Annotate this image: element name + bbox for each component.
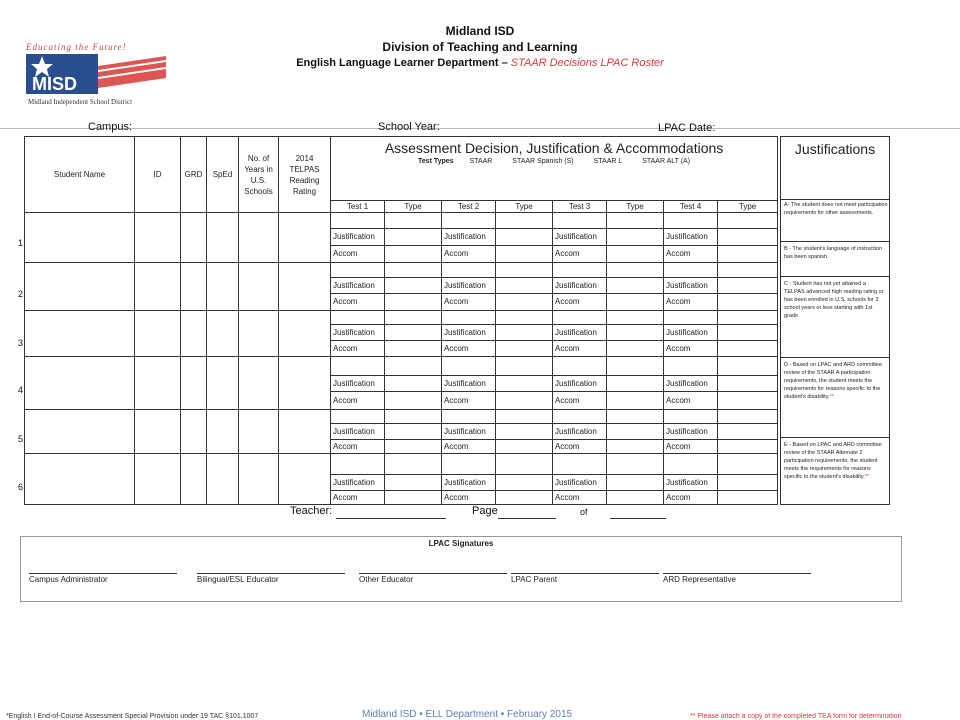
row-number: 2 bbox=[18, 289, 24, 299]
justification-cell[interactable]: Justification bbox=[664, 474, 718, 491]
justification-divider bbox=[781, 276, 889, 277]
footer-right-note: ** Please attach a copy of the completed TEA form for determination bbox=[690, 713, 902, 720]
type-cell[interactable] bbox=[718, 357, 778, 376]
id-cell[interactable] bbox=[135, 263, 181, 311]
signatures-box bbox=[20, 536, 902, 602]
logo-caption: Midland Independent School District bbox=[28, 98, 133, 106]
subheader-type: Type bbox=[496, 201, 553, 213]
type-cell[interactable] bbox=[496, 409, 553, 423]
student-name-cell[interactable] bbox=[25, 263, 135, 311]
signature-role: ARD Representative bbox=[663, 575, 736, 584]
school-year-label: School Year: bbox=[378, 121, 440, 133]
type-cell[interactable] bbox=[496, 294, 553, 311]
years-cell[interactable] bbox=[239, 310, 279, 357]
justifications-divider bbox=[781, 199, 889, 200]
sped-cell[interactable] bbox=[207, 409, 239, 453]
grd-cell[interactable] bbox=[181, 213, 207, 263]
type-cell[interactable] bbox=[718, 424, 778, 440]
row-number: 1 bbox=[18, 238, 24, 248]
col-telpas: 2014 TELPAS Reading Rating bbox=[279, 137, 331, 213]
type-cell[interactable] bbox=[385, 474, 442, 491]
years-cell[interactable] bbox=[239, 454, 279, 505]
test-cell[interactable] bbox=[442, 310, 496, 324]
accom-cell[interactable]: Accom bbox=[442, 245, 496, 263]
accom-cell[interactable]: Accom bbox=[553, 245, 607, 263]
type-cell[interactable] bbox=[718, 228, 778, 245]
accom-cell[interactable]: Accom bbox=[331, 439, 385, 453]
subheader-test: Test 1 bbox=[331, 201, 385, 213]
type-cell[interactable] bbox=[385, 491, 442, 505]
accom-cell[interactable]: Accom bbox=[664, 340, 718, 357]
sped-cell[interactable] bbox=[207, 454, 239, 505]
type-cell[interactable] bbox=[385, 392, 442, 410]
justification-item bbox=[784, 441, 888, 481]
id-cell[interactable] bbox=[135, 213, 181, 263]
type-cell[interactable] bbox=[496, 245, 553, 263]
test-cell[interactable] bbox=[442, 454, 496, 475]
type-cell[interactable] bbox=[607, 439, 664, 453]
sped-cell[interactable] bbox=[207, 357, 239, 410]
type-cell[interactable] bbox=[385, 263, 442, 277]
type-cell[interactable] bbox=[496, 310, 553, 324]
type-cell[interactable] bbox=[607, 375, 664, 392]
district-logo bbox=[26, 42, 166, 110]
type-cell[interactable] bbox=[718, 277, 778, 294]
signature-role: LPAC Parent bbox=[511, 575, 558, 584]
type-cell[interactable] bbox=[496, 263, 553, 277]
accom-cell[interactable]: Accom bbox=[331, 392, 385, 410]
type-cell[interactable] bbox=[607, 409, 664, 423]
justification-cell[interactable]: Justification bbox=[331, 325, 385, 341]
type-cell[interactable] bbox=[718, 310, 778, 324]
test-type-staar-l: STAAR L bbox=[593, 158, 623, 165]
type-cell[interactable] bbox=[718, 439, 778, 453]
row-number: 3 bbox=[18, 338, 24, 348]
accom-cell[interactable]: Accom bbox=[664, 491, 718, 505]
telpas-cell[interactable] bbox=[279, 357, 331, 410]
type-cell[interactable] bbox=[385, 228, 442, 245]
telpas-cell[interactable] bbox=[279, 409, 331, 453]
type-cell[interactable] bbox=[607, 357, 664, 376]
test-cell[interactable] bbox=[442, 357, 496, 376]
accom-cell[interactable]: Accom bbox=[553, 392, 607, 410]
accom-cell[interactable]: Accom bbox=[664, 294, 718, 311]
test-cell[interactable] bbox=[553, 454, 607, 475]
id-cell[interactable] bbox=[135, 409, 181, 453]
justification-cell[interactable]: Justification bbox=[442, 424, 496, 440]
justification-cell[interactable]: Justification bbox=[664, 277, 718, 294]
type-cell[interactable] bbox=[607, 245, 664, 263]
justification-cell[interactable]: Justification bbox=[553, 474, 607, 491]
test-cell[interactable] bbox=[442, 213, 496, 229]
justification-text: B - The student's language of instruction has been spanish. bbox=[784, 246, 883, 260]
id-cell[interactable] bbox=[135, 357, 181, 410]
type-cell[interactable] bbox=[496, 439, 553, 453]
type-cell[interactable] bbox=[496, 392, 553, 410]
type-cell[interactable] bbox=[496, 357, 553, 376]
table-row bbox=[25, 357, 778, 376]
type-cell[interactable] bbox=[718, 392, 778, 410]
type-cell[interactable] bbox=[718, 325, 778, 341]
justification-cell[interactable]: Justification bbox=[442, 474, 496, 491]
justification-cell[interactable]: Justification bbox=[442, 325, 496, 341]
justifications-panel bbox=[780, 136, 890, 505]
type-cell[interactable] bbox=[607, 294, 664, 311]
signatures-title: LPAC Signatures bbox=[428, 539, 494, 548]
test-type-staar-spanish: STAAR Spanish (S) bbox=[512, 158, 574, 165]
signature-role: Other Educator bbox=[359, 575, 414, 584]
accom-cell[interactable]: Accom bbox=[442, 294, 496, 311]
type-cell[interactable] bbox=[385, 340, 442, 357]
accom-cell[interactable]: Accom bbox=[331, 491, 385, 505]
type-cell[interactable] bbox=[385, 439, 442, 453]
justification-cell[interactable]: Justification bbox=[664, 375, 718, 392]
accom-cell[interactable]: Accom bbox=[664, 439, 718, 453]
of-line bbox=[610, 518, 666, 519]
type-cell[interactable] bbox=[607, 228, 664, 245]
lpac-date-label: LPAC Date: bbox=[658, 122, 716, 134]
years-cell[interactable] bbox=[239, 357, 279, 410]
type-cell[interactable] bbox=[496, 375, 553, 392]
justification-cell[interactable]: Justification bbox=[331, 375, 385, 392]
test-cell[interactable] bbox=[442, 263, 496, 277]
justification-cell[interactable]: Justification bbox=[664, 424, 718, 440]
test-cell[interactable] bbox=[664, 263, 718, 277]
subheader-type: Type bbox=[718, 201, 778, 213]
type-cell[interactable] bbox=[496, 340, 553, 357]
student-name-cell[interactable] bbox=[25, 310, 135, 357]
accom-cell[interactable]: Accom bbox=[442, 491, 496, 505]
row-number: 4 bbox=[18, 385, 24, 395]
assessment-header bbox=[331, 137, 778, 201]
type-cell[interactable] bbox=[718, 213, 778, 229]
student-name-cell[interactable] bbox=[25, 454, 135, 505]
justification-item bbox=[784, 280, 888, 320]
type-cell[interactable] bbox=[496, 474, 553, 491]
type-cell[interactable] bbox=[607, 424, 664, 440]
teacher-line bbox=[336, 518, 446, 519]
type-cell[interactable] bbox=[607, 340, 664, 357]
campus-label: Campus: bbox=[88, 121, 133, 133]
type-cell[interactable] bbox=[718, 474, 778, 491]
justification-cell[interactable]: Justification bbox=[331, 277, 385, 294]
of-label: of bbox=[580, 507, 588, 517]
table-row bbox=[25, 213, 778, 229]
test-cell[interactable] bbox=[331, 213, 385, 229]
type-cell[interactable] bbox=[385, 213, 442, 229]
type-cell[interactable] bbox=[607, 310, 664, 324]
telpas-cell[interactable] bbox=[279, 454, 331, 505]
justification-cell[interactable]: Justification bbox=[442, 375, 496, 392]
signature-role: Bilingual/ESL Educator bbox=[197, 575, 279, 584]
type-cell[interactable] bbox=[385, 325, 442, 341]
type-cell[interactable] bbox=[385, 277, 442, 294]
justification-text: A- The student does not meet participation requirements for other assessments. bbox=[784, 202, 888, 216]
justification-cell[interactable]: Justification bbox=[331, 228, 385, 245]
type-cell[interactable] bbox=[385, 357, 442, 376]
justifications-title: Justifications bbox=[794, 141, 876, 157]
test-cell[interactable] bbox=[331, 310, 385, 324]
test-cell[interactable] bbox=[664, 213, 718, 229]
col-grd: GRD bbox=[181, 137, 207, 213]
type-cell[interactable] bbox=[607, 263, 664, 277]
type-cell[interactable] bbox=[718, 454, 778, 475]
grd-cell[interactable] bbox=[181, 263, 207, 311]
type-cell[interactable] bbox=[496, 277, 553, 294]
telpas-cell[interactable] bbox=[279, 263, 331, 311]
test-cell[interactable] bbox=[553, 213, 607, 229]
type-cell[interactable] bbox=[718, 263, 778, 277]
test-cell[interactable] bbox=[664, 454, 718, 475]
years-cell[interactable] bbox=[239, 213, 279, 263]
accom-cell[interactable]: Accom bbox=[664, 245, 718, 263]
id-cell[interactable] bbox=[135, 454, 181, 505]
type-cell[interactable] bbox=[385, 409, 442, 423]
type-cell[interactable] bbox=[718, 491, 778, 505]
test-cell[interactable] bbox=[331, 409, 385, 423]
justification-cell[interactable]: Justification bbox=[331, 474, 385, 491]
justification-text: D - Based on LPAC and ARD committee review of the STAAR A participation requirements, the student meets the requirements for reasons specific to the student's disability. bbox=[784, 362, 883, 400]
header-department: English Language Learner Department – bbox=[296, 57, 508, 69]
sped-cell[interactable] bbox=[207, 263, 239, 311]
student-name-cell[interactable] bbox=[25, 213, 135, 263]
subheader-test: Test 3 bbox=[553, 201, 607, 213]
signature-line[interactable] bbox=[29, 573, 177, 574]
justification-cell[interactable]: Justification bbox=[553, 375, 607, 392]
sped-cell[interactable] bbox=[207, 213, 239, 263]
justification-divider bbox=[781, 437, 889, 438]
type-cell[interactable] bbox=[718, 340, 778, 357]
signature-line[interactable] bbox=[359, 573, 507, 574]
footer-center: Midland ISD • ELL Department • February 2015 bbox=[362, 709, 573, 720]
test-cell[interactable] bbox=[553, 409, 607, 423]
type-cell[interactable] bbox=[385, 454, 442, 475]
test-cell[interactable] bbox=[331, 263, 385, 277]
subheader-test: Test 4 bbox=[664, 201, 718, 213]
type-cell[interactable] bbox=[385, 375, 442, 392]
test-cell[interactable] bbox=[442, 409, 496, 423]
justification-item bbox=[784, 361, 888, 401]
accom-cell[interactable]: Accom bbox=[553, 294, 607, 311]
telpas-cell[interactable] bbox=[279, 310, 331, 357]
type-cell[interactable] bbox=[607, 454, 664, 475]
justification-divider bbox=[781, 241, 889, 242]
test-type-staar: STAAR bbox=[469, 158, 493, 165]
page-line bbox=[498, 518, 556, 519]
test-types-row bbox=[333, 158, 775, 165]
type-cell[interactable] bbox=[607, 392, 664, 410]
teacher-label: Teacher: bbox=[290, 505, 333, 517]
test-cell[interactable] bbox=[553, 263, 607, 277]
signature-line[interactable] bbox=[197, 573, 345, 574]
type-cell[interactable] bbox=[385, 310, 442, 324]
accom-cell[interactable]: Accom bbox=[331, 245, 385, 263]
test-cell[interactable] bbox=[664, 409, 718, 423]
accom-cell[interactable]: Accom bbox=[442, 439, 496, 453]
signature-line[interactable] bbox=[511, 573, 659, 574]
type-cell[interactable] bbox=[496, 454, 553, 475]
subheader-type: Type bbox=[385, 201, 442, 213]
accom-cell[interactable]: Accom bbox=[553, 340, 607, 357]
type-cell[interactable] bbox=[385, 424, 442, 440]
accom-cell[interactable]: Accom bbox=[442, 392, 496, 410]
col-years: No. of Years in U.S. Schools bbox=[239, 137, 279, 213]
signature-role: Campus Administrator bbox=[29, 575, 108, 584]
signature-line[interactable] bbox=[663, 573, 811, 574]
accom-cell[interactable]: Accom bbox=[553, 491, 607, 505]
test-types-label: Test Types bbox=[418, 158, 454, 165]
test-type-staar-alt: STAAR ALT (A) bbox=[642, 158, 691, 165]
justification-cell[interactable]: Justification bbox=[553, 424, 607, 440]
grd-cell[interactable] bbox=[181, 357, 207, 410]
logo-letters: MISD bbox=[32, 74, 77, 94]
sped-cell[interactable] bbox=[207, 310, 239, 357]
type-cell[interactable] bbox=[607, 325, 664, 341]
accom-cell[interactable]: Accom bbox=[331, 294, 385, 311]
justification-cell[interactable]: Justification bbox=[442, 228, 496, 245]
accom-cell[interactable]: Accom bbox=[442, 340, 496, 357]
justification-divider bbox=[781, 357, 889, 358]
assessment-title: Assessment Decision, Justification & Accommodations bbox=[384, 140, 724, 156]
justification-cell[interactable]: Justification bbox=[442, 277, 496, 294]
type-cell[interactable] bbox=[718, 294, 778, 311]
accom-cell[interactable]: Accom bbox=[553, 439, 607, 453]
justification-text: E - Based on LPAC and ARD committee review of the STAAR Alternate 2 participation requirements, the student meets the requirements for reasons specific to the student's disability. bbox=[784, 442, 882, 480]
test-cell[interactable] bbox=[553, 310, 607, 324]
type-cell[interactable] bbox=[718, 409, 778, 423]
type-cell[interactable] bbox=[385, 245, 442, 263]
justification-star: ** bbox=[864, 474, 870, 480]
test-cell[interactable] bbox=[553, 357, 607, 376]
col-sped: SpEd bbox=[207, 137, 239, 213]
type-cell[interactable] bbox=[385, 294, 442, 311]
page-label: Page bbox=[472, 505, 498, 517]
type-cell[interactable] bbox=[607, 491, 664, 505]
subheader-type: Type bbox=[607, 201, 664, 213]
test-cell[interactable] bbox=[331, 454, 385, 475]
justification-cell[interactable]: Justification bbox=[553, 228, 607, 245]
header-divider bbox=[0, 128, 960, 129]
justification-cell[interactable]: Justification bbox=[664, 228, 718, 245]
type-cell[interactable] bbox=[607, 213, 664, 229]
id-cell[interactable] bbox=[135, 310, 181, 357]
type-cell[interactable] bbox=[607, 474, 664, 491]
type-cell[interactable] bbox=[496, 424, 553, 440]
logo-graphic bbox=[26, 52, 166, 96]
col-student-name: Student Name bbox=[25, 137, 135, 213]
test-cell[interactable] bbox=[664, 357, 718, 376]
justification-item bbox=[784, 201, 888, 217]
table-row bbox=[25, 409, 778, 423]
test-cell[interactable] bbox=[664, 310, 718, 324]
years-cell[interactable] bbox=[239, 263, 279, 311]
table-row bbox=[25, 310, 778, 324]
type-cell[interactable] bbox=[496, 213, 553, 229]
accom-cell[interactable]: Accom bbox=[331, 340, 385, 357]
student-name-cell[interactable] bbox=[25, 357, 135, 410]
table-row bbox=[25, 454, 778, 475]
col-id: ID bbox=[135, 137, 181, 213]
justification-cell[interactable]: Justification bbox=[331, 424, 385, 440]
footer-left-note: *English I End-of-Course Assessment Special Provision under 19 TAC §101.1007 bbox=[6, 713, 259, 720]
years-cell[interactable] bbox=[239, 409, 279, 453]
justification-star: ** bbox=[829, 394, 834, 400]
roster-table bbox=[24, 136, 778, 505]
type-cell[interactable] bbox=[496, 228, 553, 245]
table-row bbox=[25, 263, 778, 277]
justification-item bbox=[784, 245, 888, 261]
type-cell[interactable] bbox=[718, 245, 778, 263]
row-number: 6 bbox=[18, 482, 24, 492]
subheader-test: Test 2 bbox=[442, 201, 496, 213]
type-cell[interactable] bbox=[496, 325, 553, 341]
grd-cell[interactable] bbox=[181, 310, 207, 357]
type-cell[interactable] bbox=[496, 491, 553, 505]
type-cell[interactable] bbox=[607, 277, 664, 294]
grd-cell[interactable] bbox=[181, 409, 207, 453]
justification-text: C - Student has not yet attained a TELPAS advanced high reading rating or has been enrolled in U.S. schools for 3 school years or less starting with 1st grade. bbox=[784, 281, 884, 319]
header-division: Division of Teaching and Learning bbox=[382, 40, 578, 54]
justification-cell[interactable]: Justification bbox=[664, 325, 718, 341]
header-org: Midland ISD bbox=[445, 24, 515, 38]
justification-cell[interactable]: Justification bbox=[553, 277, 607, 294]
grd-cell[interactable] bbox=[181, 454, 207, 505]
test-cell[interactable] bbox=[331, 357, 385, 376]
student-name-cell[interactable] bbox=[25, 409, 135, 453]
telpas-cell[interactable] bbox=[279, 213, 331, 263]
type-cell[interactable] bbox=[718, 375, 778, 392]
row-number: 5 bbox=[18, 434, 24, 444]
accom-cell[interactable]: Accom bbox=[664, 392, 718, 410]
header-subtitle: STAAR Decisions LPAC Roster bbox=[510, 57, 664, 69]
logo-tagline: Educating the Future! bbox=[26, 42, 127, 52]
justification-cell[interactable]: Justification bbox=[553, 325, 607, 341]
